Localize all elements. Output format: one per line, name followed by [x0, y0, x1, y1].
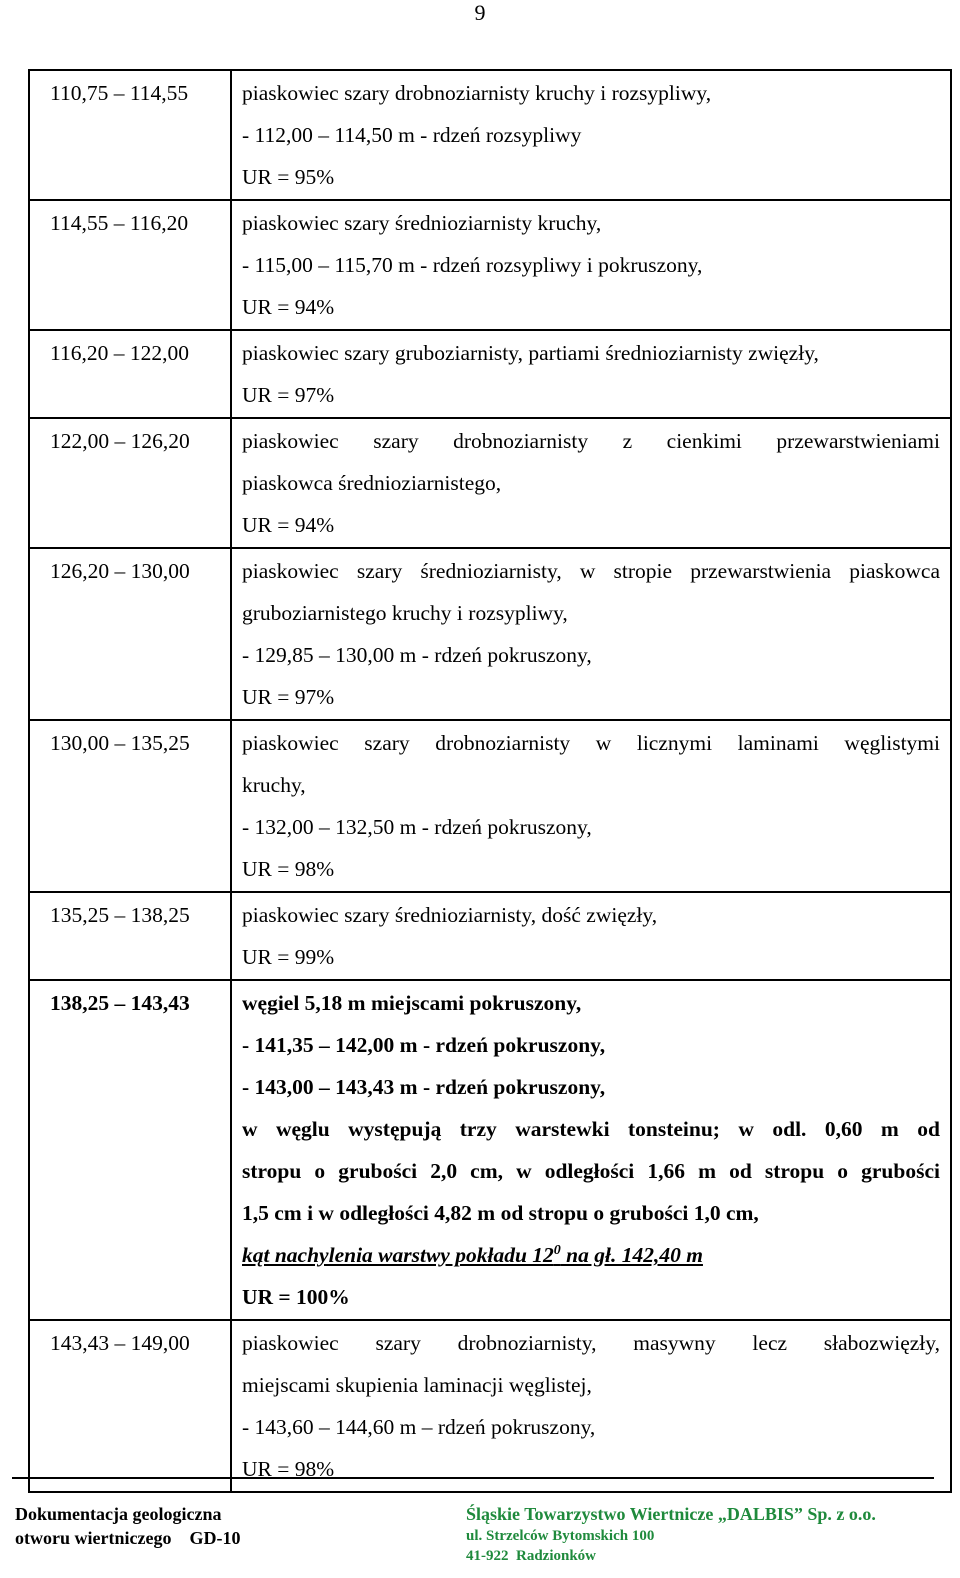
- depth-interval: 135,25 – 138,25: [29, 892, 231, 980]
- description-line: węgiel 5,18 m miejscami pokruszony,: [242, 991, 582, 1015]
- description-line: kruchy,: [242, 773, 306, 797]
- incline-line: [242, 1234, 940, 1276]
- incline-depth: na gł. 142,40 m: [560, 1243, 703, 1267]
- table-row: [29, 1320, 951, 1492]
- footer-divider: [12, 1477, 934, 1479]
- description-line: piaskowiec szary średnioziarnisty, dość zwięzły,: [242, 903, 658, 927]
- footer-company-info: [466, 1502, 876, 1566]
- incline-degree: 0: [553, 1242, 561, 1258]
- table-row: [29, 548, 951, 720]
- description-line: UR = 94%: [242, 513, 335, 537]
- table-row: [29, 980, 951, 1320]
- description-line: UR = 97%: [242, 383, 335, 407]
- description-line: - 143,00 – 143,43 m - rdzeń pokruszony,: [242, 1075, 606, 1099]
- description-line: piaskowiec szary drobnoziarnisty z cienkimi przewarstwieniami: [242, 429, 940, 453]
- description-line: stropu o grubości 2,0 cm, w odległości 1,66 m od stropu o grubości: [242, 1159, 940, 1183]
- description-line: piaskowiec szary średnioziarnisty, w stropie przewarstwienia piaskowca: [242, 559, 940, 583]
- description-line: piaskowca średnioziarnistego,: [242, 471, 502, 495]
- depth-interval: 122,00 – 126,20: [29, 418, 231, 548]
- description-line: gruboziarnistego kruchy i rozsypliwy,: [242, 601, 568, 625]
- description-cell: [231, 720, 951, 892]
- table-row: [29, 892, 951, 980]
- description-cell: [231, 418, 951, 548]
- description-line: UR = 95%: [242, 165, 335, 189]
- footer-document-info: [15, 1502, 240, 1550]
- description-line: piaskowiec szary średnioziarnisty kruchy,: [242, 211, 602, 235]
- table-row: [29, 720, 951, 892]
- description-line: piaskowiec szary drobnoziarnisty w licznymi laminami węglistymi: [242, 731, 940, 755]
- description-line: - 112,00 – 114,50 m - rdzeń rozsypliwy: [242, 123, 582, 147]
- description-cell: [231, 200, 951, 330]
- description-line: - 132,00 – 132,50 m - rdzeń pokruszony,: [242, 815, 592, 839]
- description-cell: [231, 330, 951, 418]
- description-line: - 141,35 – 142,00 m - rdzeń pokruszony,: [242, 1033, 606, 1057]
- description-cell: [231, 548, 951, 720]
- description-line: UR = 97%: [242, 685, 335, 709]
- description-line: UR = 94%: [242, 295, 335, 319]
- description-line: - 115,00 – 115,70 m - rdzeń rozsypliwy i pokruszony,: [242, 253, 703, 277]
- borehole-log-table: [28, 69, 952, 1493]
- description-line: UR = 100%: [242, 1285, 350, 1309]
- footer-doc-title: Dokumentacja geologiczna: [15, 1504, 222, 1524]
- footer-borehole: otworu wiertniczego GD-10: [15, 1528, 241, 1548]
- description-line: piaskowiec szary drobnoziarnisty, masywny lecz słabozwięzły,: [242, 1331, 940, 1355]
- table-row: [29, 70, 951, 200]
- description-line: miejscami skupienia laminacji węglistej,: [242, 1373, 592, 1397]
- footer-address-street: ul. Strzelców Bytomskich 100: [466, 1528, 655, 1544]
- table-row: [29, 418, 951, 548]
- page-number: 9: [474, 0, 486, 25]
- depth-interval: 116,20 – 122,00: [29, 330, 231, 418]
- description-line: piaskowiec szary drobnoziarnisty kruchy i rozsypliwy,: [242, 81, 712, 105]
- depth-interval: 110,75 – 114,55: [29, 70, 231, 200]
- table-row: [29, 330, 951, 418]
- depth-interval: 130,00 – 135,25: [29, 720, 231, 892]
- footer-company-name: Śląskie Towarzystwo Wiertnicze „DALBIS” Sp. z o.o.: [466, 1504, 876, 1524]
- description-line: - 143,60 – 144,60 m – rdzeń pokruszony,: [242, 1415, 596, 1439]
- description-line: 1,5 cm i w odległości 4,82 m od stropu o grubości 1,0 cm,: [242, 1201, 759, 1225]
- table-row: [29, 200, 951, 330]
- depth-interval: 126,20 – 130,00: [29, 548, 231, 720]
- description-cell: [231, 892, 951, 980]
- description-cell: [231, 1320, 951, 1492]
- depth-interval: 143,43 – 149,00: [29, 1320, 231, 1492]
- footer-address-city: 41-922 Radzionków: [466, 1548, 597, 1564]
- description-cell: [231, 70, 951, 200]
- depth-interval: 138,25 – 143,43: [29, 980, 231, 1320]
- description-line: piaskowiec szary gruboziarnisty, partiami średnioziarnisty zwięzły,: [242, 341, 819, 365]
- incline-text: kąt nachylenia warstwy pokładu 12: [242, 1243, 554, 1267]
- description-line: - 129,85 – 130,00 m - rdzeń pokruszony,: [242, 643, 592, 667]
- description-cell: [231, 980, 951, 1320]
- description-line: UR = 99%: [242, 945, 335, 969]
- description-line: w węglu występują trzy warstewki tonsteinu; w odl. 0,60 m od: [242, 1117, 940, 1141]
- description-line: UR = 98%: [242, 857, 335, 881]
- depth-interval: 114,55 – 116,20: [29, 200, 231, 330]
- description-line: UR = 98%: [242, 1457, 335, 1481]
